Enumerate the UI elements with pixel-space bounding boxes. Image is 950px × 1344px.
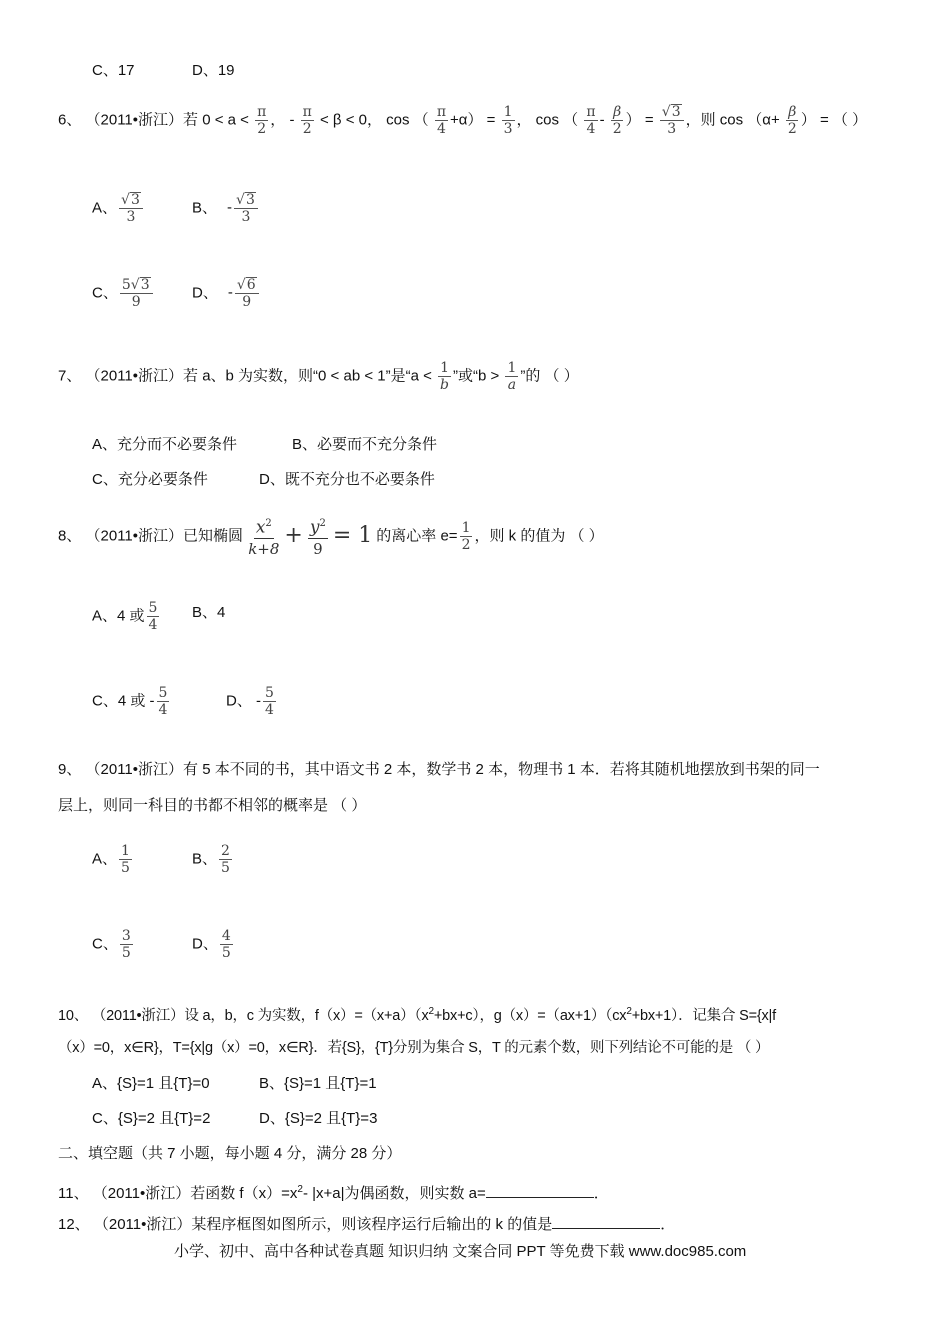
option-label: B、	[192, 850, 218, 868]
q8-option-d	[226, 685, 278, 718]
variable: y	[309, 517, 320, 538]
fraction	[611, 104, 624, 137]
denominator: b	[440, 377, 450, 393]
question-source: （2011•浙江）	[85, 527, 184, 545]
q11-stem	[58, 1179, 609, 1205]
numerator: π	[257, 104, 267, 120]
fraction	[263, 685, 276, 718]
fraction	[460, 520, 473, 553]
option-label: A、4 或	[92, 607, 145, 625]
option-value: 19	[217, 62, 235, 79]
fraction	[435, 104, 448, 137]
stem-text: 某程序框图如图所示，则该程序运行后输出的 k 的值是	[191, 1216, 553, 1233]
denominator: 5	[221, 860, 230, 876]
sqrt-symbol: √	[121, 192, 130, 208]
fraction	[584, 104, 597, 137]
q10-option-b: B、{S}=1 且{T}=1	[259, 1075, 377, 1092]
q7-option-c: C、充分必要条件	[92, 471, 208, 488]
sqrt-symbol: √	[661, 104, 671, 120]
stem-text: ．	[593, 1185, 609, 1202]
numerator: 5	[158, 685, 168, 701]
fraction	[147, 600, 160, 633]
q8-option-a	[92, 600, 161, 633]
sqrt-symbol: √	[236, 277, 246, 293]
q7-option-a: A、充分而不必要条件	[92, 436, 238, 453]
minus-sign: -	[227, 284, 233, 302]
plus-sign: +	[284, 523, 303, 549]
stem-text: ”或“b >	[453, 367, 500, 385]
q8-option-b: B、4	[192, 604, 226, 621]
stem-text: ） = （ ）	[800, 111, 868, 129]
q7-option-d: D、既不充分也不必要条件	[259, 471, 435, 488]
numerator: π	[586, 104, 596, 120]
denominator: k+8	[248, 539, 280, 558]
fraction	[505, 360, 518, 393]
stem-text: ） =	[625, 111, 654, 129]
denominator: 3	[503, 121, 513, 137]
q5-option-c	[92, 60, 135, 82]
q8-stem	[58, 514, 604, 559]
stem-text: 若函数 f（x）=x	[190, 1185, 298, 1202]
option-label: C、	[92, 62, 118, 79]
question-number: 7、	[58, 367, 82, 385]
q9-option-b	[192, 843, 234, 876]
q7-stem	[58, 360, 579, 393]
option-label: D、 -	[226, 692, 261, 710]
denominator: 3	[667, 121, 677, 137]
ellipse-term-x	[248, 514, 279, 559]
stem-text: 已知椭圆	[183, 527, 244, 545]
question-source: （2011•浙江）	[93, 1216, 192, 1233]
q9-stem-line2: 层上，则同一科目的书都不相邻的概率是 （ ）	[58, 797, 367, 814]
stem-text: 设 a，b，c 为实数，f（x）=（x+a）（x	[184, 1007, 429, 1024]
q8-option-c	[92, 685, 171, 718]
numerator: 1	[503, 104, 513, 120]
q6-option-d	[192, 277, 261, 310]
denominator: 4	[158, 702, 168, 718]
stem-text: ，则 cos （α+	[685, 111, 780, 129]
q10-option-d: D、{S}=2 且{T}=3	[259, 1110, 378, 1127]
numerator: 5	[265, 685, 274, 701]
q6-stem	[58, 104, 867, 137]
numerator: 1	[507, 360, 517, 376]
option-label: B、	[192, 199, 218, 217]
question-number: 11、	[58, 1185, 89, 1202]
option-label: D、	[192, 62, 218, 79]
radicand: 3	[140, 277, 150, 293]
stem-text: 的离心率 e=	[376, 527, 458, 545]
denominator: 3	[241, 209, 251, 225]
q10-stem-line2: （x）=0，x∈R}，T={x|g（x）=0，x∈R}．若{S}，{T}分别为集合 S，T 的元素个数，则下列结论不可能的是 （ ）	[58, 1040, 770, 1056]
denominator: 4	[436, 121, 446, 137]
sqrt-fraction	[120, 277, 153, 310]
numerator: π	[436, 104, 447, 120]
question-source: （2011•浙江）	[85, 367, 184, 385]
stem-text: 若 0 < a <	[183, 111, 249, 129]
radicand: 3	[130, 192, 140, 208]
denominator: 5	[121, 945, 131, 961]
denominator: 2	[612, 121, 622, 137]
q10-option-a: A、{S}=1 且{T}=0	[92, 1075, 210, 1092]
option-label: D、	[192, 284, 218, 302]
ellipse-term-y	[308, 514, 328, 559]
question-source: （2011•浙江）	[85, 761, 184, 778]
stem-text: 若 a、b 为实数，则“0 < ab < 1”是“a <	[183, 367, 432, 385]
numerator: 5	[148, 600, 158, 616]
numerator: 3	[121, 928, 131, 944]
numerator: 1	[461, 519, 471, 536]
equals-one: = 1	[332, 523, 373, 549]
fraction	[438, 360, 451, 393]
option-label: A、	[92, 199, 118, 217]
denominator: 4	[148, 617, 158, 633]
section-heading: 二、填空题（共 7 小题，每小题 4 分，满分 28 分）	[58, 1145, 402, 1162]
q12-stem	[58, 1214, 675, 1236]
coefficient: 5	[121, 277, 131, 293]
fraction	[502, 104, 515, 137]
stem-text: +bx+1）．记集合 S={x|f	[631, 1007, 776, 1024]
denominator: 5	[221, 945, 231, 961]
q6-option-c	[92, 277, 155, 310]
numerator: β	[613, 104, 622, 120]
q9-option-c	[92, 928, 135, 961]
numerator: 1	[121, 843, 130, 859]
denominator: 3	[126, 209, 136, 225]
question-number: 8、	[58, 527, 82, 545]
denominator: 4	[265, 702, 274, 718]
stem-text: ，则 k 的值为 （ ）	[474, 527, 604, 545]
exponent: 2	[319, 518, 326, 529]
stem-text: ”的 （ ）	[520, 367, 579, 385]
denominator: 9	[131, 294, 141, 310]
option-label: C、	[92, 284, 118, 302]
fraction	[119, 843, 132, 876]
radicand: 3	[671, 104, 681, 120]
q5-option-d	[192, 60, 235, 82]
sqrt-fraction	[234, 192, 258, 225]
exponent: 2	[626, 1006, 632, 1017]
numerator: 4	[221, 928, 231, 944]
fraction	[219, 843, 232, 876]
stem-text: +bx+c），g（x）=（ax+1）（cx	[433, 1007, 627, 1024]
q10-stem-line1	[58, 1001, 776, 1027]
exponent: 2	[297, 1184, 303, 1195]
option-label: A、	[92, 850, 118, 868]
denominator: 9	[242, 294, 252, 310]
denominator: 2	[461, 536, 471, 553]
numerator: π	[302, 104, 312, 120]
sqrt-fraction	[119, 192, 143, 225]
exponent: 2	[265, 518, 272, 529]
stem-text: +α） =	[450, 111, 496, 129]
sqrt-symbol: √	[130, 277, 140, 293]
answer-blank[interactable]	[552, 1214, 660, 1229]
denominator: a	[507, 377, 517, 393]
question-number: 10、	[58, 1007, 89, 1024]
question-number: 6、	[58, 111, 82, 129]
variable: x	[255, 517, 266, 538]
q9-option-d	[192, 928, 235, 961]
sqrt-fraction	[660, 104, 684, 137]
numerator: β	[788, 104, 797, 120]
q6-option-a	[92, 192, 145, 225]
option-value: 17	[117, 62, 135, 79]
option-label: C、4 或 -	[92, 692, 155, 710]
stem-text: ， -	[270, 111, 295, 129]
fraction	[255, 104, 268, 137]
stem-text: < β < 0， cos （	[320, 111, 429, 129]
denominator: 4	[586, 121, 596, 137]
q9-stem-line1	[58, 759, 820, 781]
sqrt-fraction	[235, 277, 259, 310]
stem-text: 有 5 本不同的书，其中语文书 2 本，数学书 2 本，物理书 1 本．若将其随机地摆放到书架的同一	[183, 761, 820, 778]
denominator: 2	[787, 121, 797, 137]
stem-text: ．	[660, 1216, 676, 1233]
q10-option-c: C、{S}=2 且{T}=2	[92, 1110, 211, 1127]
page-footer: 小学、初中、高中各种试卷真题 知识归纳 文案合同 PPT 等免费下载 www.doc985.com	[174, 1243, 747, 1260]
minus-sign: -	[227, 199, 233, 217]
q9-option-a	[92, 843, 134, 876]
q6-option-b	[192, 192, 260, 225]
fraction	[301, 104, 314, 137]
exponent: 2	[428, 1006, 434, 1017]
question-number: 12、	[58, 1216, 90, 1233]
radicand: 6	[246, 277, 256, 293]
q7-option-b: B、必要而不充分条件	[292, 436, 438, 453]
denominator: 5	[121, 860, 130, 876]
denominator: 9	[313, 539, 323, 558]
stem-text: - |x+a|为偶函数，则实数 a=	[302, 1185, 486, 1202]
answer-blank[interactable]	[486, 1183, 594, 1198]
denominator: 2	[302, 121, 312, 137]
numerator: 2	[221, 843, 230, 859]
fraction	[157, 685, 170, 718]
radicand: 3	[245, 192, 255, 208]
question-number: 9、	[58, 761, 82, 778]
fraction	[786, 104, 799, 137]
question-source: （2011•浙江）	[91, 1007, 185, 1024]
option-label: D、	[192, 935, 218, 953]
question-source: （2011•浙江）	[92, 1185, 191, 1202]
numerator: 1	[440, 360, 449, 376]
option-label: C、	[92, 935, 118, 953]
stem-text: ， cos （	[516, 111, 579, 129]
sqrt-symbol: √	[236, 192, 245, 208]
stem-text: -	[599, 111, 605, 129]
denominator: 2	[257, 121, 267, 137]
fraction	[120, 928, 133, 961]
question-source: （2011•浙江）	[85, 111, 184, 129]
fraction	[220, 928, 233, 961]
